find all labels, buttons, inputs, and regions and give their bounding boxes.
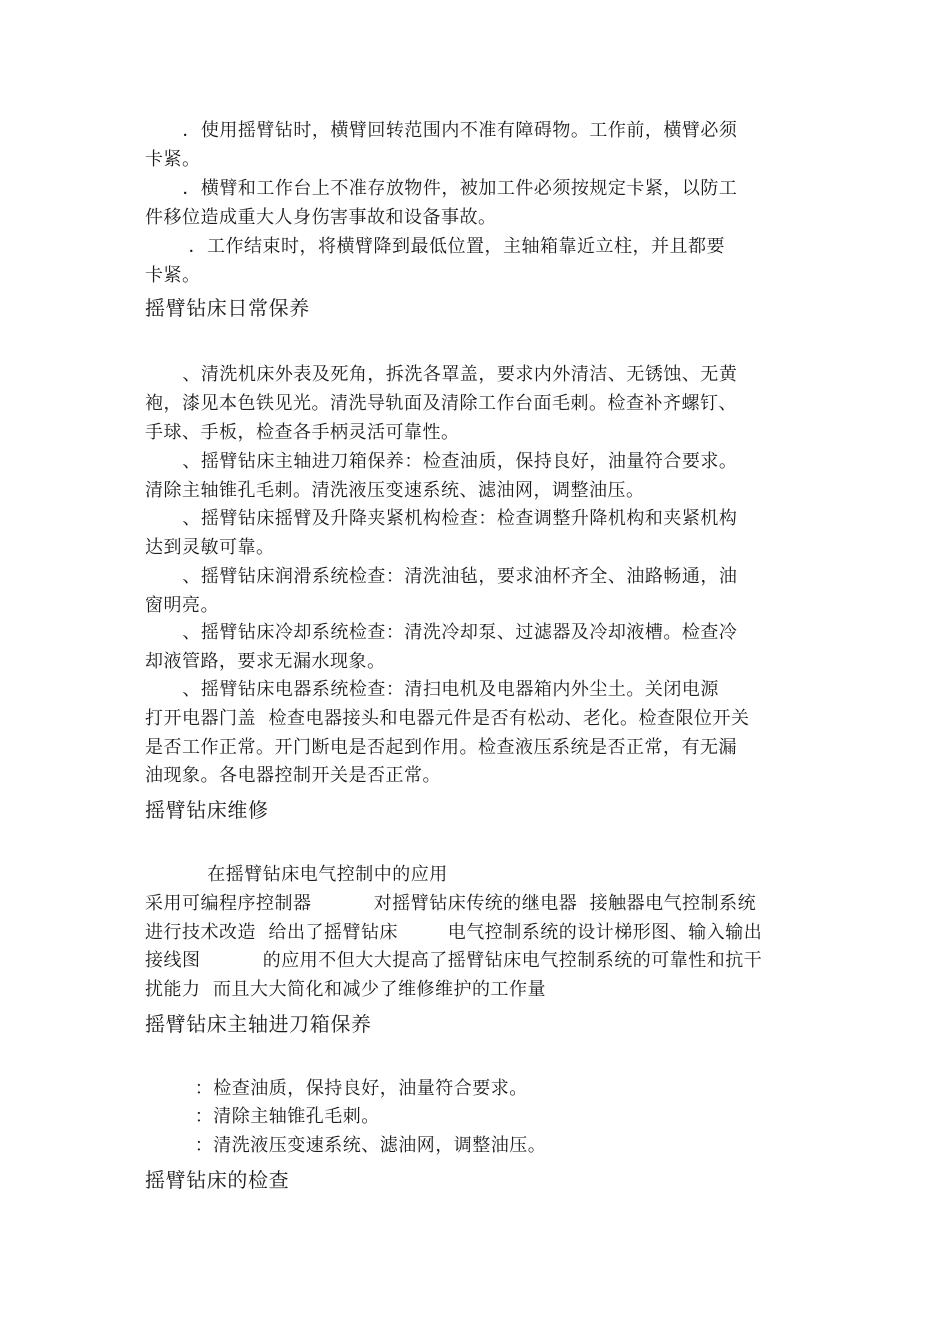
text-line: ：清除主轴锥孔毛刺。 [145,1106,380,1127]
text-line: 采用可编程序控制器 对摇臂钻床传统的继电器 接触器电气控制系统 [145,893,757,914]
text-line: ．工作结束时，将横臂降到最低位置，主轴箱靠近立柱，并且都要 [145,236,726,257]
text-line: 、摇臂钻床冷却系统检查：清洗冷却泵、过滤器及冷却液槽。检查冷 [145,622,738,643]
text-line: 扰能力 而且大大简化和减少了维修维护的工作量 [145,979,546,1000]
text-line: 油现象。各电器控制开关是否正常。 [145,765,441,786]
text-line: 袍，漆见本色铁见光。清洗导轨面及清除工作台面毛刺。检查补齐螺钉、 [145,393,737,414]
section-heading-spindle-maintenance: 摇臂钻床主轴进刀箱保养 [145,1012,372,1036]
text-line: 窗明亮。 [145,595,219,616]
text-line: 接线图 的应用不但大大提高了摇臂钻床电气控制系统的可靠性和抗干 [145,950,763,971]
text-line: 卡紧。 [145,265,201,286]
text-line: 手球、手板，检查各手柄灵活可靠性。 [145,422,460,443]
text-line: 进行技术改造 给出了摇臂钻床 电气控制系统的设计梯形图、输入输出 [145,922,763,943]
text-line: ．横臂和工作台上不准存放物件，被加工件必须按规定卡紧，以防工 [145,178,738,199]
text-line: 、摇臂钻床润滑系统检查：清洗油毡，要求油杯齐全、油路畅通，油 [145,566,738,587]
text-line: 却液管路，要求无漏水现象。 [145,651,386,672]
text-line: 件移位造成重大人身伤害事故和设备事故。 [145,207,497,228]
text-line: 卡紧。 [145,149,201,170]
text-line: ：清洗液压变速系统、滤油网，调整油压。 [145,1135,547,1156]
text-line: 打开电器门盖 检查电器接头和电器元件是否有松动、老化。检查限位开关 [145,708,750,729]
text-line: 、摇臂钻床电器系统检查：清扫电机及电器箱内外尘土。关闭电源 [145,679,719,700]
text-line: ：检查油质，保持良好，油量符合要求。 [145,1078,528,1099]
text-line: 清除主轴锥孔毛刺。清洗液压变速系统、滤油网，调整油压。 [145,480,645,501]
text-line: 、摇臂钻床摇臂及升降夹紧机构检查：检查调整升降机构和夹紧机构 [145,508,738,529]
section-heading-daily-maintenance: 摇臂钻床日常保养 [145,296,310,320]
text-line: 、清洗机床外表及死角，拆洗各罩盖，要求内外清洁、无锈蚀、无黄 [145,364,738,385]
text-line: ．使用摇臂钻时，横臂回转范围内不准有障碍物。工作前，横臂必须 [145,120,738,141]
text-line: 、摇臂钻床主轴进刀箱保养：检查油质，保持良好，油量符合要求。 [145,451,738,472]
section-heading-repair: 摇臂钻床维修 [145,798,269,822]
section-heading-inspection: 摇臂钻床的检查 [145,1168,290,1192]
text-line: 是否工作正常。开门断电是否起到作用。检查液压系统是否正常，有无漏 [145,737,737,758]
text-line: 达到灵敏可靠。 [145,537,275,558]
text-line: 在摇臂钻床电气控制中的应用 [145,864,448,885]
